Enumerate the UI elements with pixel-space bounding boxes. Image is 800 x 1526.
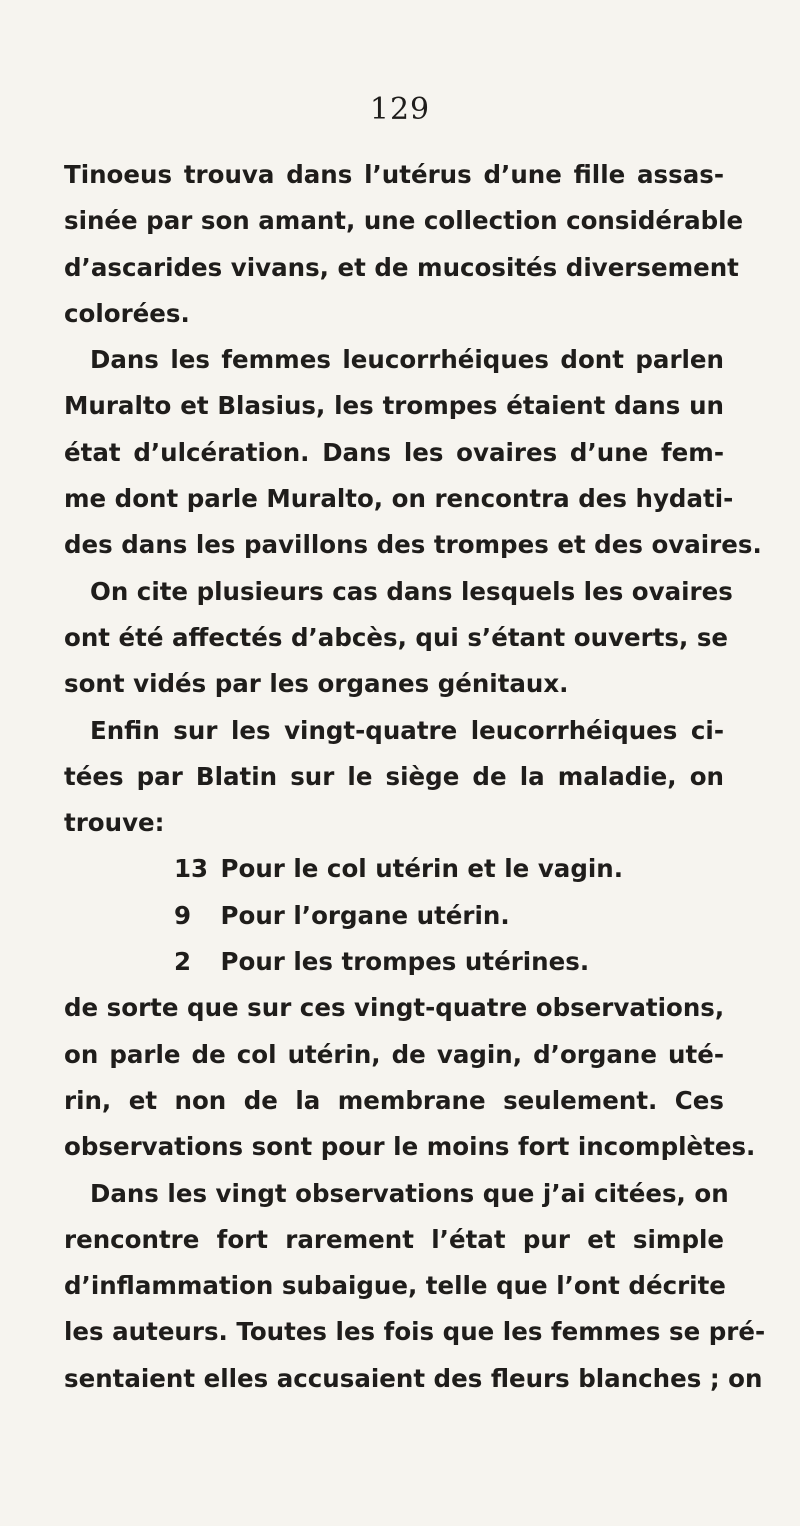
text-line: rin, et non de la membrane seulement. Ces	[64, 1085, 724, 1115]
text-line: d’inflammation subaigue, telle que l’ont décrite	[64, 1271, 726, 1301]
text-line: d’ascarides vivans, et de mucosités diversement	[64, 252, 739, 282]
list-item-text: Pour l’organe utérin.	[220, 900, 510, 930]
text-line: trouve:	[64, 808, 165, 838]
text-line: Tinoeus trouva dans l’utérus d’une fille assas-	[64, 160, 724, 189]
text-line: état d’ulcération. Dans les ovaires d’une fem-	[64, 437, 724, 467]
list-item-number: 13	[174, 854, 209, 884]
list-item-text: Pour le col utérin et le vagin.	[220, 854, 624, 884]
text-line: observations sont pour le moins fort incomplètes.	[64, 1132, 756, 1162]
page-number: 129	[369, 92, 431, 127]
text-line: tées par Blatin sur le siège de la maladie, on	[64, 761, 724, 791]
list-item-number: 2	[174, 947, 192, 977]
list-item	[64, 846, 724, 892]
text-line: ont été affectés d’abcès, qui s’étant ouverts, se	[64, 622, 729, 652]
text-line: des dans les pavillons des trompes et des ovaires.	[64, 530, 762, 560]
text-line: rencontre fort rarement l’état pur et simple	[64, 1224, 724, 1254]
list-item-number: 9	[174, 900, 192, 930]
text-line: Muralto et Blasius, les trompes étaient dans un	[64, 391, 724, 421]
text-line: sont vidés par les organes génitaux.	[64, 669, 569, 699]
text-line: Dans les vingt observations que j’ai citées, on	[90, 1178, 729, 1208]
text-line: Dans les femmes leucorrhéiques dont parlen	[90, 345, 724, 375]
text-line: On cite plusieurs cas dans lesquels les ovaires	[90, 576, 733, 606]
text-line: les auteurs. Toutes les fois que les femmes se pré-	[64, 1317, 766, 1347]
list-item	[64, 939, 724, 985]
body-text	[64, 152, 766, 1402]
text-line: on parle de col utérin, de vagin, d’organe uté-	[64, 1039, 724, 1069]
text-line: sentaient elles accusaient des fleurs blanches ; on	[64, 1363, 763, 1393]
list-item-text: Pour les trompes utérines.	[220, 947, 590, 977]
text-line: de sorte que sur ces vingt-quatre observations,	[64, 993, 725, 1023]
text-line: sinée par son amant, une collection considérable	[64, 206, 744, 236]
text-line: me dont parle Muralto, on rencontra des hydati-	[64, 484, 734, 514]
text-line: colorées.	[64, 298, 190, 328]
list-item	[64, 893, 724, 939]
text-line: Enfin sur les vingt-quatre leucorrhéiques ci-	[90, 715, 724, 745]
